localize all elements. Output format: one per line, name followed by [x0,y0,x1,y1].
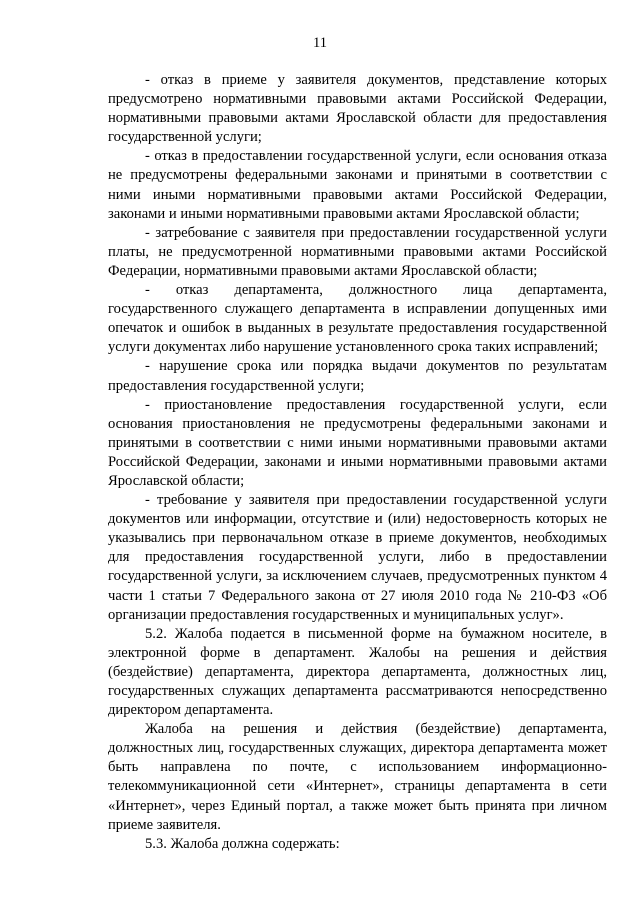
page-number: 11 [313,35,327,51]
paragraph-fee-demand: - затребование с заявителя при предоставлении государственной услуги платы, не предусмотренной нормативными правовыми актами Российской Федерации, нормативными правовыми актами Ярославской области; [108,224,607,279]
paragraph-correction-refusal: - отказ департамента, должностного лица департамента, государственного служащего департамента в исправлении допущенных ими опечаток и ошибок в выданных в результате предоставления государственной услуги документах либо нарушение установленного срока таких исправлений; [108,282,607,356]
paragraph-complaint-channels: Жалоба на решения и действия (бездействие) департамента, должностных лиц, государственных служащих, директора департамента может быть направлена по почте, с использованием информационно-телекоммуникационной сети «Интернет», страницы департамента в сети «Интернет», через Единый портал, а также может быть принята при личном приеме заявителя. [108,721,607,833]
paragraph-suspension: - приостановление предоставления государственной услуги, если основания приостановления не предусмотрены федеральными законами и принятыми в соответствии с ними иными нормативными правовыми актами Российской Федерации, законами и иными нормативными правовыми актами Ярославской области; [108,396,607,489]
document-body [108,71,607,854]
paragraph-refusal-service: - отказ в предоставлении государственной услуги, если основания отказа не предусмотрены федеральными законами и принятыми в соответствии с ними иными нормативными правовыми актами Российской Федерации, законами и иными нормативными правовыми актами Ярославской области; [108,148,607,222]
paragraph-extra-documents: - требование у заявителя при предоставлении государственной услуги документов или информации, отсутствие и (или) недостоверность которых не указывались при первоначальном отказе в приеме документов, необходимых для предоставления государственной услуги, либо в предоставлении государственной услуги, за исключением случаев, предусмотренных пунктом 4 части 1 статьи 7 Федерального закона от 27 июля 2010 года № 210-ФЗ «Об организации предоставления государственных и муниципальных услуг». [108,492,607,623]
paragraph-delivery-violation: - нарушение срока или порядка выдачи документов по результатам предоставления государственной услуги; [108,358,607,394]
paragraph-refusal-documents: - отказ в приеме у заявителя документов, представление которых предусмотрено нормативными правовыми актами Российской Федерации, нормативными правовыми актами Ярославской области для предоставления государственной услуги; [108,72,607,146]
paragraph-section-5-3: 5.3. Жалоба должна содержать: [145,835,340,852]
paragraph-section-5-2: 5.2. Жалоба подается в письменной форме на бумажном носителе, в электронной форме в департамент. Жалобы на решения и действия (бездействие) департамента, директора департамента, должностных лиц, государственных служащих департамента рассматриваются непосредственно директором департамента. [108,625,607,719]
